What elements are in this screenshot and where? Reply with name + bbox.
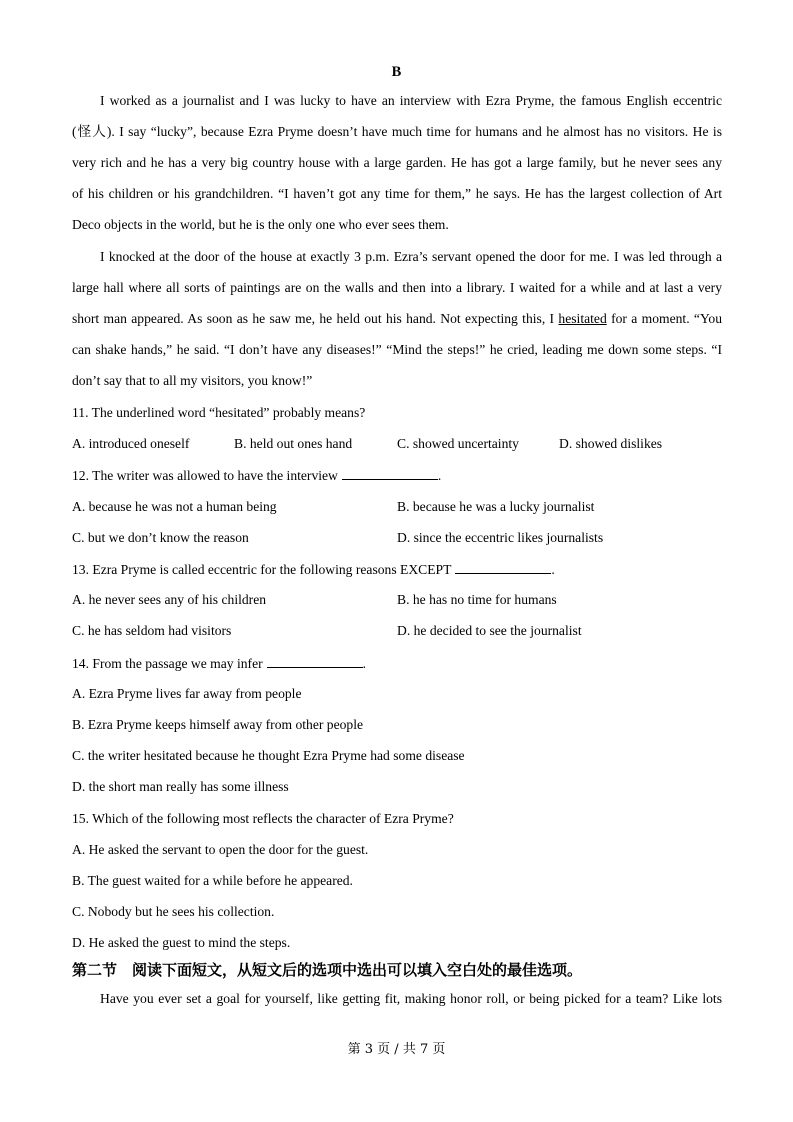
question-stem: 14. From the passage we may infer [72, 656, 263, 671]
q11-option-a: A. introduced oneself [72, 436, 190, 451]
passage-line: of his children or his grandchildren. “I haven’t got any time for them,” he says. He has the largest collection of Art [72, 186, 722, 201]
q12-option-a: A. because he was not a human being [72, 499, 277, 514]
question-11: 11. The underlined word “hesitated” probably means? [72, 405, 366, 420]
passage-text: for a moment. “You [611, 311, 722, 326]
passage-line: Have you ever set a goal for yourself, like getting fit, making honor roll, or being picked for a team? Like lots [100, 991, 722, 1006]
passage-line: I knocked at the door of the house at exactly 3 p.m. Ezra’s servant opened the door for me. I was led through a [100, 249, 722, 264]
q12-option-b: B. because he was a lucky journalist [397, 499, 595, 514]
q11-option-b: B. held out ones hand [234, 436, 353, 451]
q14-option-c: C. the writer hesitated because he thought Ezra Pryme had some disease [72, 748, 465, 763]
q12-option-d: D. since the eccentric likes journalists [397, 530, 604, 545]
passage-line: (怪人). I say “lucky”, because Ezra Pryme doesn’t have much time for humans and he almost has no visitors. He is [72, 124, 722, 139]
question-stem: 12. The writer was allowed to have the interview [72, 468, 338, 483]
q15-option-b: B. The guest waited for a while before he appeared. [72, 873, 353, 888]
q13-option-a: A. he never sees any of his children [72, 592, 267, 607]
underlined-word: hesitated [558, 311, 607, 326]
question-stem: 13. Ezra Pryme is called eccentric for the following reasons EXCEPT [72, 562, 452, 577]
stem-end: . [362, 656, 367, 671]
section-heading: 第二节 阅读下面短文，从短文后的选项中选出可以填入空白处的最佳选项。 [72, 961, 583, 979]
passage-line: Deco objects in the world, but he is the only one who ever sees them. [72, 217, 449, 232]
q13-option-b: B. he has no time for humans [397, 592, 557, 607]
passage-line: can shake hands,” he said. “I don’t have any diseases!” “Mind the steps!” he cried, leading me down some steps. “I [72, 342, 722, 357]
question-13 [72, 559, 555, 580]
q15-option-d: D. He asked the guest to mind the steps. [72, 935, 291, 950]
question-12 [72, 465, 441, 486]
q12-option-c: C. but we don’t know the reason [72, 530, 249, 545]
passage-line: don’t say that to all my visitors, you know!” [72, 373, 313, 388]
q13-option-c: C. he has seldom had visitors [72, 623, 232, 638]
passage-line [72, 309, 722, 329]
page-number: 第 3 页 / 共 7 页 [347, 1042, 446, 1057]
q14-option-d: D. the short man really has some illness [72, 779, 289, 794]
q14-option-b: B. Ezra Pryme keeps himself away from other people [72, 717, 364, 732]
question-15: 15. Which of the following most reflects the character of Ezra Pryme? [72, 811, 454, 826]
question-14 [72, 653, 366, 674]
passage-text: short man appeared. As soon as he saw me, he held out his hand. Not expecting this, I [72, 311, 555, 326]
stem-end: . [437, 468, 442, 483]
answer-blank [342, 465, 438, 480]
q13-option-d: D. he decided to see the journalist [397, 623, 582, 638]
passage-line: large hall where all sorts of paintings are on the walls and then into a library. I waited for a while and at last a very [72, 280, 722, 295]
q11-option-c: C. showed uncertainty [397, 436, 519, 451]
answer-blank [455, 559, 551, 574]
passage-line: I worked as a journalist and I was lucky to have an interview with Ezra Pryme, the famous English eccentric [100, 93, 722, 108]
stem-end: . [551, 562, 555, 577]
passage-letter: B [391, 64, 402, 80]
q14-option-a: A. Ezra Pryme lives far away from people [72, 686, 302, 701]
passage-line: very rich and he has a very big country house with a large garden. He has got a large family, but he never sees any [72, 155, 722, 170]
answer-blank [267, 653, 363, 668]
q11-option-d: D. showed dislikes [559, 436, 663, 451]
q15-option-a: A. He asked the servant to open the door for the guest. [72, 842, 369, 857]
q15-option-c: C. Nobody but he sees his collection. [72, 904, 275, 919]
